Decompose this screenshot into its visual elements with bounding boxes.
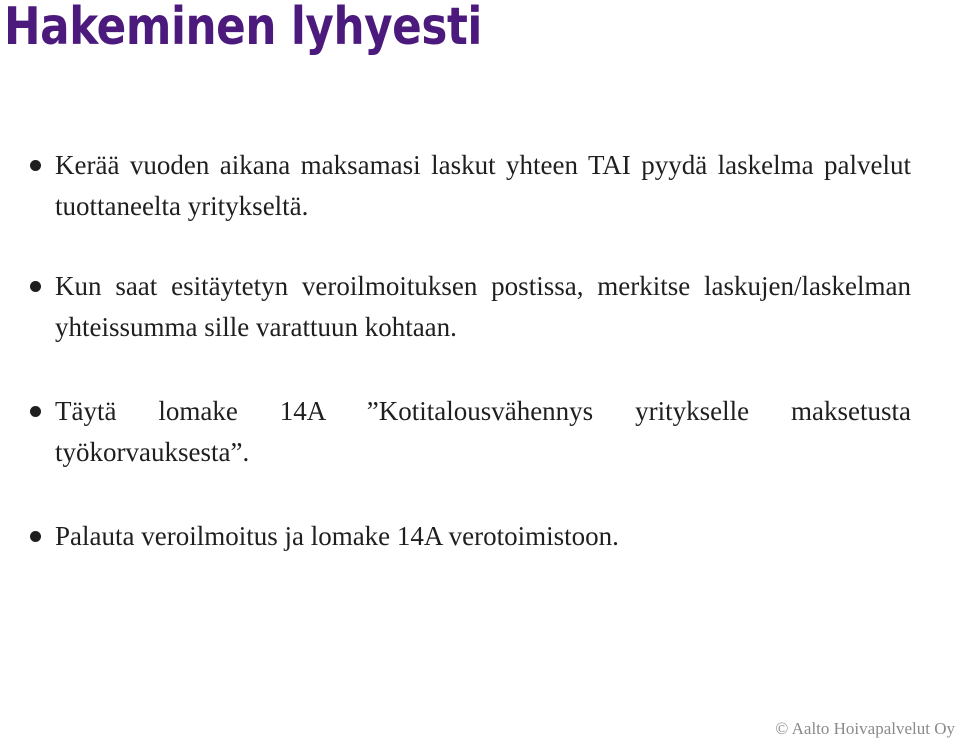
bullet-dot-icon <box>30 406 41 417</box>
bullet-item-fill-form <box>55 391 911 473</box>
bullet-text: Kerää vuoden aikana maksamasi laskut yhteen TAI pyydä laskelma palvelut tuottaneelta yritykseltä. <box>55 150 911 221</box>
page-title: Hakeminen lyhyesti <box>4 0 482 57</box>
bullet-text: Palauta veroilmoitus ja lomake 14A verotoimistoon. <box>55 521 619 551</box>
bullet-text: Täytä lomake 14A ”Kotitalousvähennys yritykselle maksetusta työkorvauksesta”. <box>55 396 911 467</box>
bullet-dot-icon <box>30 531 41 542</box>
bullet-item-collect-invoices <box>55 145 911 227</box>
bullet-text: Kun saat esitäytetyn veroilmoituksen postissa, merkitse laskujen/laskelman yhteissumma sille varattuun kohtaan. <box>55 271 911 342</box>
bullet-dot-icon <box>30 281 41 292</box>
bullet-dot-icon <box>30 160 41 171</box>
copyright-footer: © Aalto Hoivapalvelut Oy <box>775 719 955 738</box>
bullet-item-return-forms <box>55 516 911 557</box>
bullet-item-mark-total <box>55 266 911 348</box>
